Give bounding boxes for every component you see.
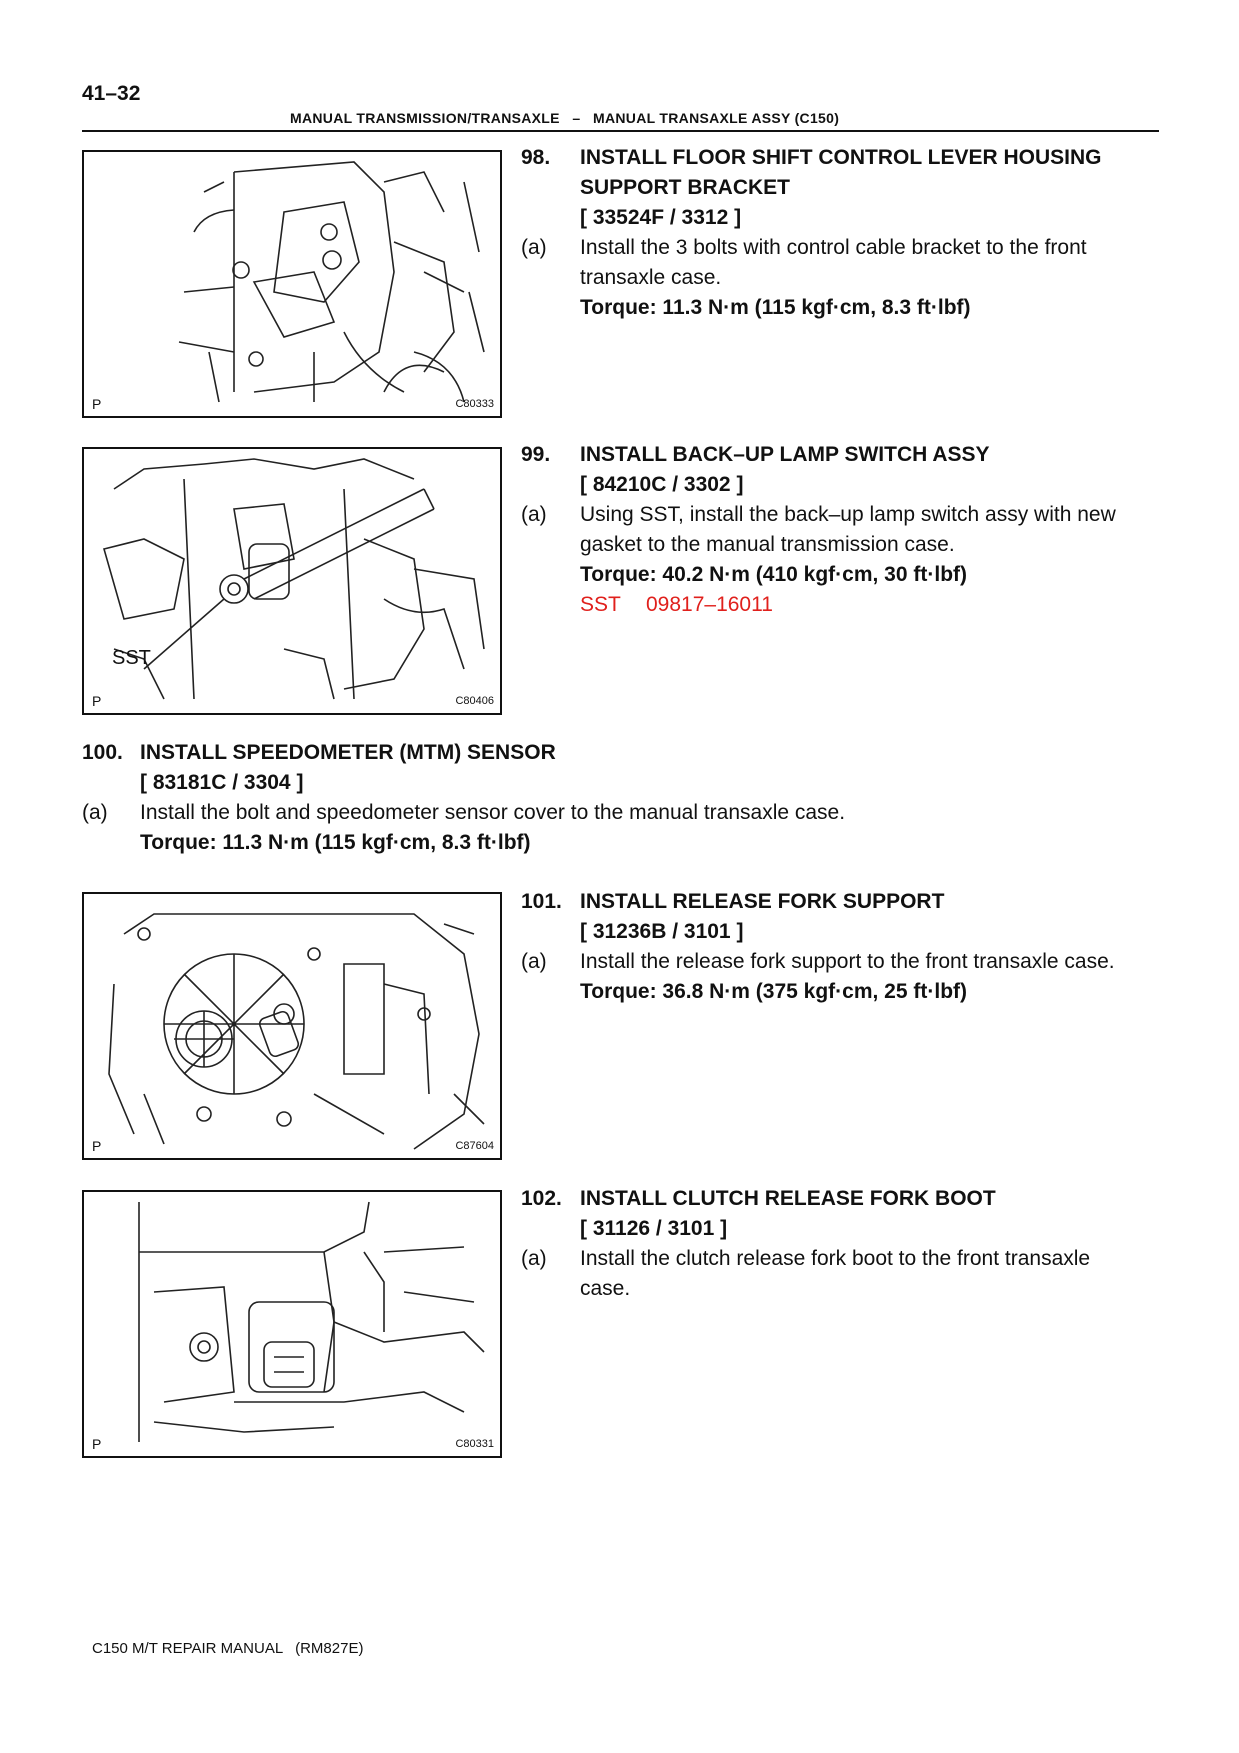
- part-code: [ 84210C / 3302 ]: [580, 473, 744, 496]
- torque-spec: Torque: 36.8 N·m (375 kgf·cm, 25 ft·lbf): [580, 980, 968, 1003]
- step-102: [521, 1184, 1161, 1304]
- torque-spec: Torque: 11.3 N·m (115 kgf·cm, 8.3 ft·lbf): [140, 831, 531, 854]
- figure-99-lamp-switch: [82, 447, 502, 715]
- figure-code: C80331: [455, 1438, 494, 1450]
- part-code: [ 31126 / 3101 ]: [580, 1217, 728, 1240]
- figure-101-release-fork-support: [82, 892, 502, 1160]
- figure-code: C87604: [455, 1140, 494, 1152]
- sub-step-label: (a): [521, 236, 547, 259]
- instruction: Install the 3 bolts with control cable bracket to the front: [580, 236, 1087, 259]
- step-98: [521, 143, 1161, 323]
- figure-p-mark: P: [92, 396, 102, 412]
- fork-support-illustration: [84, 894, 500, 1158]
- instruction-cont: transaxle case.: [580, 266, 722, 289]
- part-code: [ 33524F / 3312 ]: [580, 206, 742, 229]
- switch-illustration: [84, 449, 500, 713]
- instruction: Install the release fork support to the front transaxle case.: [580, 950, 1115, 973]
- step-99: [521, 440, 1161, 620]
- step-title: INSTALL SPEEDOMETER (MTM) SENSOR: [140, 741, 556, 764]
- footer: C150 M/T REPAIR MANUAL (RM827E): [92, 1640, 364, 1657]
- figure-code: C80333: [455, 398, 494, 410]
- header-divider: [82, 130, 1159, 132]
- figure-102-fork-boot: [82, 1190, 502, 1458]
- sub-step-label: (a): [521, 503, 547, 526]
- fork-boot-illustration: [84, 1192, 500, 1456]
- sst-label: SST: [580, 593, 621, 616]
- figure-p-mark: P: [92, 1138, 102, 1154]
- step-number: 99.: [521, 443, 551, 466]
- step-title: INSTALL BACK–UP LAMP SWITCH ASSY: [580, 443, 990, 466]
- torque-spec: Torque: 40.2 N·m (410 kgf·cm, 30 ft·lbf): [580, 563, 968, 586]
- figure-98-bracket: [82, 150, 502, 418]
- step-number: 101.: [521, 890, 562, 913]
- figure-code: C80406: [455, 695, 494, 707]
- instruction-cont: case.: [580, 1277, 631, 1300]
- bracket-illustration: [84, 152, 500, 416]
- step-title: INSTALL CLUTCH RELEASE FORK BOOT: [580, 1187, 996, 1210]
- step-title: INSTALL FLOOR SHIFT CONTROL LEVER HOUSING: [580, 146, 1102, 169]
- figure-p-mark: P: [92, 1436, 102, 1452]
- running-header: MANUAL TRANSMISSION/TRANSAXLE – MANUAL TRANSAXLE ASSY (C150): [290, 110, 840, 126]
- figure-p-mark: P: [92, 693, 102, 709]
- torque-spec: Torque: 11.3 N·m (115 kgf·cm, 8.3 ft·lbf): [580, 296, 971, 319]
- page-number: 41–32: [82, 82, 141, 105]
- sst-callout-label: SST: [112, 647, 151, 669]
- step-number: 102.: [521, 1187, 562, 1210]
- part-code: [ 31236B / 3101 ]: [580, 920, 744, 943]
- step-number: 100.: [82, 741, 123, 764]
- step-title-cont: SUPPORT BRACKET: [580, 176, 791, 199]
- instruction: Using SST, install the back–up lamp switch assy with new: [580, 503, 1116, 526]
- step-title: INSTALL RELEASE FORK SUPPORT: [580, 890, 945, 913]
- sub-step-label: (a): [521, 1247, 547, 1270]
- instruction: Install the clutch release fork boot to the front transaxle: [580, 1247, 1091, 1270]
- sub-step-label: (a): [82, 801, 108, 824]
- step-100: [82, 738, 1162, 858]
- part-code: [ 83181C / 3304 ]: [140, 771, 304, 794]
- instruction-cont: gasket to the manual transmission case.: [580, 533, 955, 556]
- sst-number: 09817–16011: [646, 593, 773, 616]
- step-number: 98.: [521, 146, 551, 169]
- step-101: [521, 887, 1161, 1007]
- sub-step-label: (a): [521, 950, 547, 973]
- instruction: Install the bolt and speedometer sensor cover to the manual transaxle case.: [140, 801, 846, 824]
